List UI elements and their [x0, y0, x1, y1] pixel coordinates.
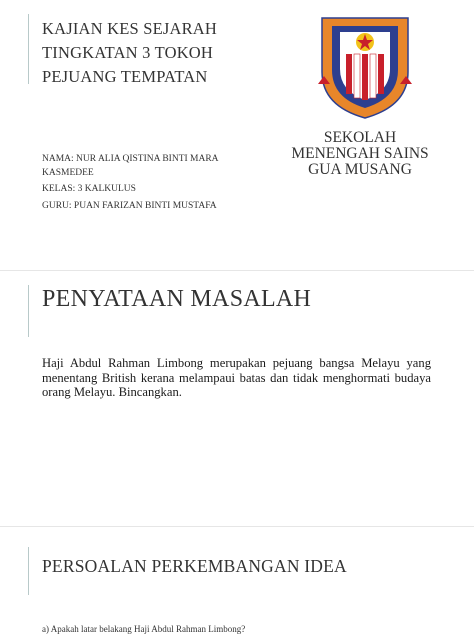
school-name — [280, 130, 440, 178]
student-name: NAMA: NUR ALIA QISTINA BINTI MARA KASMEDEE — [42, 154, 219, 178]
school-line-3: GUA MUSANG — [308, 161, 412, 178]
title-line-2: TINGKATAN 3 TOKOH — [42, 43, 214, 62]
slide-idea-development — [0, 526, 474, 633]
title-line-3: PEJUANG TEMPATAN — [42, 67, 208, 86]
teacher-name: GURU: PUAN FARIZAN BINTI MUSTAFA — [42, 200, 217, 211]
accent-bar — [28, 547, 29, 595]
student-class: KELAS: 3 KALKULUS — [42, 184, 136, 194]
slide-title — [0, 0, 474, 266]
school-line-2: MENENGAH SAINS — [291, 145, 429, 162]
problem-statement-paragraph: Haji Abdul Rahman Limbong merupakan pejuang bangsa Melayu yang menentang British kerana melampaui batas dan tidak menghormati budaya orang Melayu. Bincangkan. — [42, 356, 431, 399]
student-info — [42, 153, 232, 216]
accent-bar — [28, 14, 29, 84]
school-line-1: SEKOLAH — [323, 129, 397, 146]
problem-statement-heading: PENYATAAN MASALAH — [42, 286, 312, 312]
school-crest-logo — [318, 14, 412, 120]
case-study-title — [42, 17, 217, 89]
question-item: a) Apakah latar belakang Haji Abdul Rahman Limbong? — [42, 624, 246, 634]
accent-bar — [28, 285, 29, 337]
title-line-1: KAJIAN KES SEJARAH — [42, 19, 218, 38]
idea-development-heading: PERSOALAN PERKEMBANGAN IDEA — [42, 556, 347, 576]
